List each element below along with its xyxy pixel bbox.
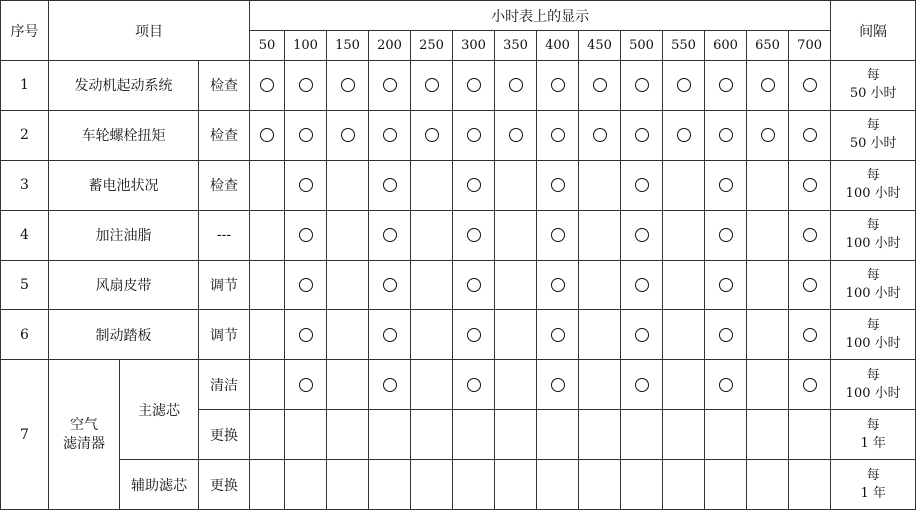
hour-cell-450 xyxy=(579,210,621,260)
hour-cell-150 xyxy=(327,160,369,210)
check-circle-icon xyxy=(719,378,733,392)
hour-cell-550 xyxy=(663,410,705,460)
hour-cell-150 xyxy=(327,260,369,310)
hour-mark-700: 700 xyxy=(789,31,831,61)
check-circle-icon xyxy=(635,328,649,342)
hour-cell-450 xyxy=(579,61,621,111)
row-item: 制动踏板 xyxy=(49,310,199,360)
table-row xyxy=(1,210,916,260)
hour-cell-50 xyxy=(250,210,285,260)
hour-cell-250 xyxy=(411,260,453,310)
check-circle-icon xyxy=(260,128,274,142)
hour-cell-200 xyxy=(369,61,411,111)
row-seq: 2 xyxy=(1,110,49,160)
hour-cell-200 xyxy=(369,310,411,360)
hour-cell-500 xyxy=(621,260,663,310)
row-item: 风扇皮带 xyxy=(49,260,199,310)
hour-cell-650 xyxy=(747,260,789,310)
row-action: 调节 xyxy=(199,310,250,360)
check-circle-icon xyxy=(719,228,733,242)
hour-cell-200 xyxy=(369,210,411,260)
hour-cell-650 xyxy=(747,160,789,210)
table-row xyxy=(1,360,916,410)
interval-cell xyxy=(831,410,916,460)
row-seq: 5 xyxy=(1,260,49,310)
check-circle-icon xyxy=(551,378,565,392)
hour-cell-350 xyxy=(495,310,537,360)
hour-cell-250 xyxy=(411,210,453,260)
row-seq: 3 xyxy=(1,160,49,210)
hour-cell-300 xyxy=(453,260,495,310)
hour-mark-200: 200 xyxy=(369,31,411,61)
hour-cell-650 xyxy=(747,61,789,111)
check-circle-icon xyxy=(719,178,733,192)
hour-cell-500 xyxy=(621,410,663,460)
check-circle-icon xyxy=(467,178,481,192)
check-circle-icon xyxy=(761,78,775,92)
row-action: 更换 xyxy=(199,410,250,460)
interval-every: 每 xyxy=(866,218,880,234)
interval-value: 1 年 xyxy=(860,435,886,451)
hour-mark-400: 400 xyxy=(537,31,579,61)
main-filter-label: 主滤芯 xyxy=(120,360,199,460)
hour-cell-350 xyxy=(495,61,537,111)
hour-cell-50 xyxy=(250,460,285,510)
check-circle-icon xyxy=(341,128,355,142)
check-circle-icon xyxy=(299,178,313,192)
aux-filter-label: 辅助滤芯 xyxy=(120,460,199,510)
row-item: 蓄电池状况 xyxy=(49,160,199,210)
row-seq: 6 xyxy=(1,310,49,360)
row-action: 检查 xyxy=(199,61,250,111)
interval-cell xyxy=(831,310,916,360)
hour-cell-250 xyxy=(411,310,453,360)
check-circle-icon xyxy=(299,378,313,392)
interval-value: 100 小时 xyxy=(845,186,901,202)
hour-cell-50 xyxy=(250,360,285,410)
hour-mark-600: 600 xyxy=(705,31,747,61)
hour-cell-50 xyxy=(250,310,285,360)
header-seq: 序号 xyxy=(1,1,49,61)
hour-cell-500 xyxy=(621,160,663,210)
hour-cell-700 xyxy=(789,260,831,310)
interval-every: 每 xyxy=(866,367,880,383)
interval-value: 50 小时 xyxy=(849,136,897,152)
hour-mark-550: 550 xyxy=(663,31,705,61)
table-row xyxy=(1,160,916,210)
hour-cell-600 xyxy=(705,210,747,260)
hour-cell-250 xyxy=(411,360,453,410)
hour-cell-650 xyxy=(747,460,789,510)
hour-cell-600 xyxy=(705,360,747,410)
hour-cell-500 xyxy=(621,61,663,111)
hour-cell-700 xyxy=(789,160,831,210)
interval-every: 每 xyxy=(866,68,880,84)
check-circle-icon xyxy=(467,78,481,92)
hour-cell-400 xyxy=(537,260,579,310)
check-circle-icon xyxy=(383,328,397,342)
hour-cell-650 xyxy=(747,360,789,410)
check-circle-icon xyxy=(719,78,733,92)
hour-cell-500 xyxy=(621,110,663,160)
check-circle-icon xyxy=(383,278,397,292)
hour-cell-600 xyxy=(705,460,747,510)
check-circle-icon xyxy=(635,278,649,292)
check-circle-icon xyxy=(761,128,775,142)
hour-cell-700 xyxy=(789,360,831,410)
interval-every: 每 xyxy=(866,317,880,333)
hour-cell-300 xyxy=(453,460,495,510)
hour-cell-300 xyxy=(453,160,495,210)
hour-mark-150: 150 xyxy=(327,31,369,61)
table-row xyxy=(1,260,916,310)
check-circle-icon xyxy=(803,328,817,342)
hour-cell-250 xyxy=(411,160,453,210)
check-circle-icon xyxy=(635,228,649,242)
hour-cell-350 xyxy=(495,360,537,410)
table-row xyxy=(1,310,916,360)
check-circle-icon xyxy=(299,278,313,292)
hour-cell-250 xyxy=(411,110,453,160)
hour-cell-100 xyxy=(285,160,327,210)
row-action: --- xyxy=(199,210,250,260)
hour-cell-550 xyxy=(663,260,705,310)
hour-cell-650 xyxy=(747,210,789,260)
hour-cell-50 xyxy=(250,260,285,310)
hour-cell-200 xyxy=(369,110,411,160)
interval-value: 100 小时 xyxy=(845,285,901,301)
check-circle-icon xyxy=(341,78,355,92)
hour-cell-600 xyxy=(705,310,747,360)
hour-cell-450 xyxy=(579,310,621,360)
hour-mark-350: 350 xyxy=(495,31,537,61)
hour-cell-100 xyxy=(285,110,327,160)
hour-mark-300: 300 xyxy=(453,31,495,61)
hour-cell-300 xyxy=(453,110,495,160)
check-circle-icon xyxy=(299,328,313,342)
check-circle-icon xyxy=(299,78,313,92)
table-row xyxy=(1,110,916,160)
interval-cell xyxy=(831,360,916,410)
hour-cell-200 xyxy=(369,460,411,510)
hour-cell-450 xyxy=(579,260,621,310)
hour-cell-50 xyxy=(250,61,285,111)
hour-cell-550 xyxy=(663,460,705,510)
hour-mark-100: 100 xyxy=(285,31,327,61)
interval-every: 每 xyxy=(866,168,880,184)
hour-cell-550 xyxy=(663,310,705,360)
check-circle-icon xyxy=(593,78,607,92)
interval-cell xyxy=(831,110,916,160)
hour-cell-550 xyxy=(663,210,705,260)
hour-cell-100 xyxy=(285,210,327,260)
check-circle-icon xyxy=(383,78,397,92)
check-circle-icon xyxy=(383,228,397,242)
check-circle-icon xyxy=(551,128,565,142)
check-circle-icon xyxy=(425,128,439,142)
hour-cell-650 xyxy=(747,410,789,460)
check-circle-icon xyxy=(260,78,274,92)
check-circle-icon xyxy=(467,278,481,292)
air-filter-line1: 空气 xyxy=(70,416,98,433)
hour-cell-500 xyxy=(621,360,663,410)
interval-value: 100 小时 xyxy=(845,236,901,252)
hour-cell-150 xyxy=(327,61,369,111)
hour-cell-200 xyxy=(369,410,411,460)
hour-cell-150 xyxy=(327,210,369,260)
check-circle-icon xyxy=(677,78,691,92)
hour-cell-50 xyxy=(250,410,285,460)
header-item: 项目 xyxy=(49,1,250,61)
hour-mark-650: 650 xyxy=(747,31,789,61)
schedule-body xyxy=(1,61,916,510)
hour-cell-450 xyxy=(579,110,621,160)
hour-cell-200 xyxy=(369,160,411,210)
hour-cell-50 xyxy=(250,160,285,210)
hour-cell-300 xyxy=(453,210,495,260)
row-item: 加注油脂 xyxy=(49,210,199,260)
hour-mark-250: 250 xyxy=(411,31,453,61)
hour-cell-100 xyxy=(285,410,327,460)
interval-every: 每 xyxy=(866,118,880,134)
check-circle-icon xyxy=(635,178,649,192)
hour-cell-600 xyxy=(705,61,747,111)
air-filter-item xyxy=(49,360,120,510)
hour-cell-550 xyxy=(663,110,705,160)
hour-cell-600 xyxy=(705,110,747,160)
hour-cell-650 xyxy=(747,110,789,160)
row-action: 检查 xyxy=(199,160,250,210)
check-circle-icon xyxy=(635,378,649,392)
check-circle-icon xyxy=(425,78,439,92)
row-action: 清洁 xyxy=(199,360,250,410)
hour-cell-700 xyxy=(789,310,831,360)
check-circle-icon xyxy=(383,128,397,142)
hour-mark-500: 500 xyxy=(621,31,663,61)
table-row xyxy=(1,61,916,111)
interval-cell xyxy=(831,160,916,210)
check-circle-icon xyxy=(803,178,817,192)
hour-cell-550 xyxy=(663,61,705,111)
check-circle-icon xyxy=(551,228,565,242)
interval-every: 每 xyxy=(866,417,880,433)
hour-cell-400 xyxy=(537,160,579,210)
hour-cell-600 xyxy=(705,260,747,310)
hour-cell-150 xyxy=(327,310,369,360)
hour-cell-550 xyxy=(663,360,705,410)
check-circle-icon xyxy=(383,178,397,192)
hour-cell-100 xyxy=(285,460,327,510)
check-circle-icon xyxy=(509,78,523,92)
row-seq: 7 xyxy=(1,360,49,510)
check-circle-icon xyxy=(803,278,817,292)
hour-cell-300 xyxy=(453,360,495,410)
row-action: 检查 xyxy=(199,110,250,160)
check-circle-icon xyxy=(803,378,817,392)
interval-value: 50 小时 xyxy=(849,86,897,102)
hour-cell-400 xyxy=(537,110,579,160)
hour-cell-450 xyxy=(579,360,621,410)
hour-cell-300 xyxy=(453,310,495,360)
hour-cell-100 xyxy=(285,310,327,360)
check-circle-icon xyxy=(803,228,817,242)
header-hours: 小时表上的显示 xyxy=(250,1,831,31)
hour-cell-400 xyxy=(537,61,579,111)
check-circle-icon xyxy=(803,128,817,142)
check-circle-icon xyxy=(551,328,565,342)
check-circle-icon xyxy=(803,78,817,92)
interval-cell xyxy=(831,61,916,111)
interval-cell xyxy=(831,210,916,260)
hour-cell-100 xyxy=(285,61,327,111)
hour-cell-100 xyxy=(285,260,327,310)
check-circle-icon xyxy=(467,228,481,242)
check-circle-icon xyxy=(467,328,481,342)
hour-cell-150 xyxy=(327,410,369,460)
hour-cell-400 xyxy=(537,310,579,360)
check-circle-icon xyxy=(677,128,691,142)
row-item: 车轮螺栓扭矩 xyxy=(49,110,199,160)
check-circle-icon xyxy=(509,128,523,142)
hour-cell-500 xyxy=(621,210,663,260)
hour-mark-50: 50 xyxy=(250,31,285,61)
check-circle-icon xyxy=(383,378,397,392)
row-item: 发动机起动系统 xyxy=(49,61,199,111)
hour-cell-400 xyxy=(537,360,579,410)
hour-cell-700 xyxy=(789,460,831,510)
hour-cell-450 xyxy=(579,460,621,510)
hour-cell-250 xyxy=(411,410,453,460)
hour-cell-350 xyxy=(495,410,537,460)
interval-every: 每 xyxy=(866,267,880,283)
check-circle-icon xyxy=(719,328,733,342)
hour-cell-200 xyxy=(369,360,411,410)
hour-cell-300 xyxy=(453,61,495,111)
hour-cell-700 xyxy=(789,61,831,111)
interval-value: 100 小时 xyxy=(845,335,901,351)
interval-cell xyxy=(831,460,916,510)
row-seq: 4 xyxy=(1,210,49,260)
hour-cell-150 xyxy=(327,110,369,160)
hour-cell-250 xyxy=(411,61,453,111)
check-circle-icon xyxy=(299,128,313,142)
hour-cell-350 xyxy=(495,460,537,510)
interval-every: 每 xyxy=(866,467,880,483)
hour-cell-350 xyxy=(495,160,537,210)
hour-cell-150 xyxy=(327,460,369,510)
hour-cell-150 xyxy=(327,360,369,410)
row-action: 调节 xyxy=(199,260,250,310)
check-circle-icon xyxy=(551,178,565,192)
hour-cell-350 xyxy=(495,260,537,310)
check-circle-icon xyxy=(551,78,565,92)
hour-cell-600 xyxy=(705,160,747,210)
row-action: 更换 xyxy=(199,460,250,510)
hour-cell-600 xyxy=(705,410,747,460)
hour-cell-500 xyxy=(621,460,663,510)
hour-cell-450 xyxy=(579,160,621,210)
hour-cell-300 xyxy=(453,410,495,460)
check-circle-icon xyxy=(467,128,481,142)
interval-value: 100 小时 xyxy=(845,385,901,401)
row-seq: 1 xyxy=(1,61,49,111)
hour-cell-700 xyxy=(789,410,831,460)
hour-cell-450 xyxy=(579,410,621,460)
table-row xyxy=(1,460,916,510)
check-circle-icon xyxy=(635,128,649,142)
hour-cell-400 xyxy=(537,210,579,260)
hour-cell-250 xyxy=(411,460,453,510)
hour-cell-350 xyxy=(495,210,537,260)
check-circle-icon xyxy=(467,378,481,392)
check-circle-icon xyxy=(635,78,649,92)
check-circle-icon xyxy=(551,278,565,292)
interval-value: 1 年 xyxy=(860,485,886,501)
hour-cell-700 xyxy=(789,210,831,260)
hour-cell-350 xyxy=(495,110,537,160)
check-circle-icon xyxy=(299,228,313,242)
hour-cell-200 xyxy=(369,260,411,310)
check-circle-icon xyxy=(719,278,733,292)
hour-cell-700 xyxy=(789,110,831,160)
hour-cell-50 xyxy=(250,110,285,160)
air-filter-line2: 滤清器 xyxy=(63,435,105,452)
interval-cell xyxy=(831,260,916,310)
hour-cell-500 xyxy=(621,310,663,360)
check-circle-icon xyxy=(593,128,607,142)
hour-cell-400 xyxy=(537,410,579,460)
hour-cell-550 xyxy=(663,160,705,210)
check-circle-icon xyxy=(719,128,733,142)
hour-cell-650 xyxy=(747,310,789,360)
hour-cell-400 xyxy=(537,460,579,510)
header-interval: 间隔 xyxy=(831,1,916,61)
hour-mark-450: 450 xyxy=(579,31,621,61)
hour-cell-100 xyxy=(285,360,327,410)
